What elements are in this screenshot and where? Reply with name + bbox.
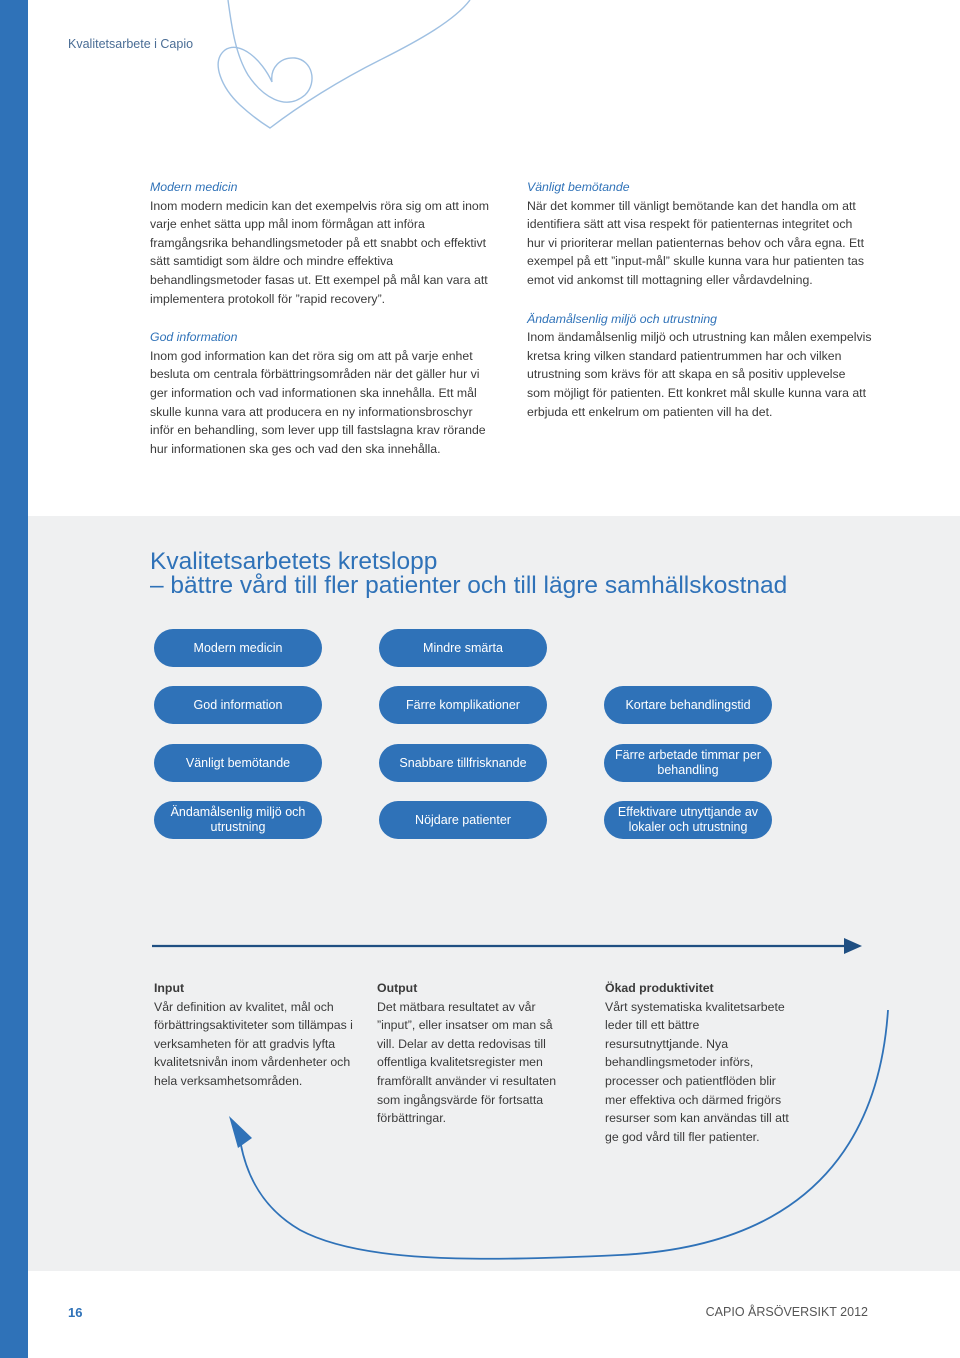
- paragraph: Inom modern medicin kan det exempelvis röra sig om att inom varje enhet sätta upp mål inom förmågan att införa framgångsrika behandlingsmetoder på ett snabbt och effektivt sätt samtidigt som äldre och mindre effektiva behandlingsmetoder fasas ut. Ett exempel på mål kan vara att implementera protokoll för ”rapid recovery”.: [150, 198, 489, 306]
- box-input-1: Modern medicin: [154, 629, 322, 667]
- column-text: Vår definition av kvalitet, mål och förbättringsaktiviteter som tillämpas i verksamheten för att gradvis lyfta kvalitetsnivån inom vårdenheter och hela verksamhetsområden.: [154, 999, 353, 1088]
- subheading: Modern medicin: [150, 180, 238, 194]
- subheading: God information: [150, 330, 238, 345]
- section-modern-medicin: [150, 178, 495, 308]
- column-text: Vårt systematiska kvalitetsarbete leder till ett bättre resursutnyttjande. Nya behandlingsmetoder införs, processer och patientflöden blir mer effektiva och därmed frigörs resurser som kan användas till att ge god vård till fler patienter.: [605, 999, 789, 1144]
- box-output-4: Nöjdare patienter: [379, 801, 547, 839]
- bottom-input-column: [154, 979, 354, 1091]
- box-output-3: Snabbare tillfrisknande: [379, 744, 547, 782]
- page-number: 16: [68, 1305, 83, 1320]
- section-andamalsenlig-miljo: [527, 310, 872, 422]
- subheading: Ändamålsenlig miljö och utrustning: [527, 311, 718, 326]
- paragraph: När det kommer till vänligt bemötande kan det handla om att identifiera sätt att visa respekt för patienternas integritet och hur vi prioriterar mellan patienternas behov och våra egna. Ett exempel på ett ”input-mål” skulle kunna vara hur patienten tas emot vid ankomst till mottagning eller vårdavdelning.: [527, 198, 864, 287]
- box-output-1: Mindre smärta: [379, 629, 547, 667]
- bottom-productivity-column: [605, 979, 790, 1146]
- box-productivity-1: Kortare behandlingstid: [604, 686, 772, 724]
- column-heading: Ökad produktivitet: [605, 981, 714, 995]
- publication-title: CAPIO ÅRSÖVERSIKT 2012: [705, 1305, 868, 1319]
- running-header: Kvalitetsarbete i Capio: [68, 37, 194, 51]
- box-productivity-2: Färre arbetade timmar per behandling: [604, 744, 772, 782]
- diagram-subtitle: – bättre vård till fler patienter och till lägre samhällskostnad: [150, 572, 788, 599]
- column-heading: Output: [377, 981, 418, 995]
- heart-line-icon: [0, 0, 960, 140]
- section-god-information: [150, 328, 495, 458]
- paragraph: Inom ändamålsenlig miljö och utrustning kan målen exempelvis kretsa kring vilken standard patientrummen har och vilken utrustning som krävs för att skapa en så positiv upplevelse som möjligt för patienten. Ett konkret mål skulle kunna vara att erbjuda ett enkelrum om patienten vill ha det.: [527, 330, 872, 419]
- paragraph: Inom god information kan det röra sig om att på varje enhet besluta om centrala förbättringsområden när det gäller hur vi ger information och vad informationen ska innehålla. Ett mål skulle kunna vara att producera en ny informationsbroschyr inför en behandling, som lever upp till fastslagna krav rörande hur informationen ska ges och vad den ska innehålla.: [150, 348, 486, 456]
- box-input-3: Vänligt bemötande: [154, 744, 322, 782]
- column-heading: Input: [154, 981, 185, 995]
- bottom-output-column: [377, 979, 567, 1128]
- box-input-2: God information: [154, 686, 322, 724]
- box-productivity-3: Effektivare utnyttjande av lokaler och utrustning: [604, 801, 772, 839]
- left-text-column: [150, 178, 495, 478]
- box-input-4: Ändamålsenlig miljö och utrustning: [154, 801, 322, 839]
- right-text-column: [527, 178, 872, 441]
- box-output-2: Färre komplikationer: [379, 686, 547, 724]
- column-text: Det mätbara resultatet av vår ”input”, eller insatser om man så vill. Delar av detta redovisas till offentliga kvalitetsregister men framförallt använder vi resultaten som ingångsvärde för fortsatta förbättringar.: [377, 999, 557, 1126]
- subheading: Vänligt bemötande: [527, 180, 630, 194]
- diagram-title: Kvalitetsarbetets kretslopp: [150, 548, 438, 575]
- sidebar-stripe: [0, 0, 28, 1358]
- section-vanligt-bemotande: [527, 178, 872, 290]
